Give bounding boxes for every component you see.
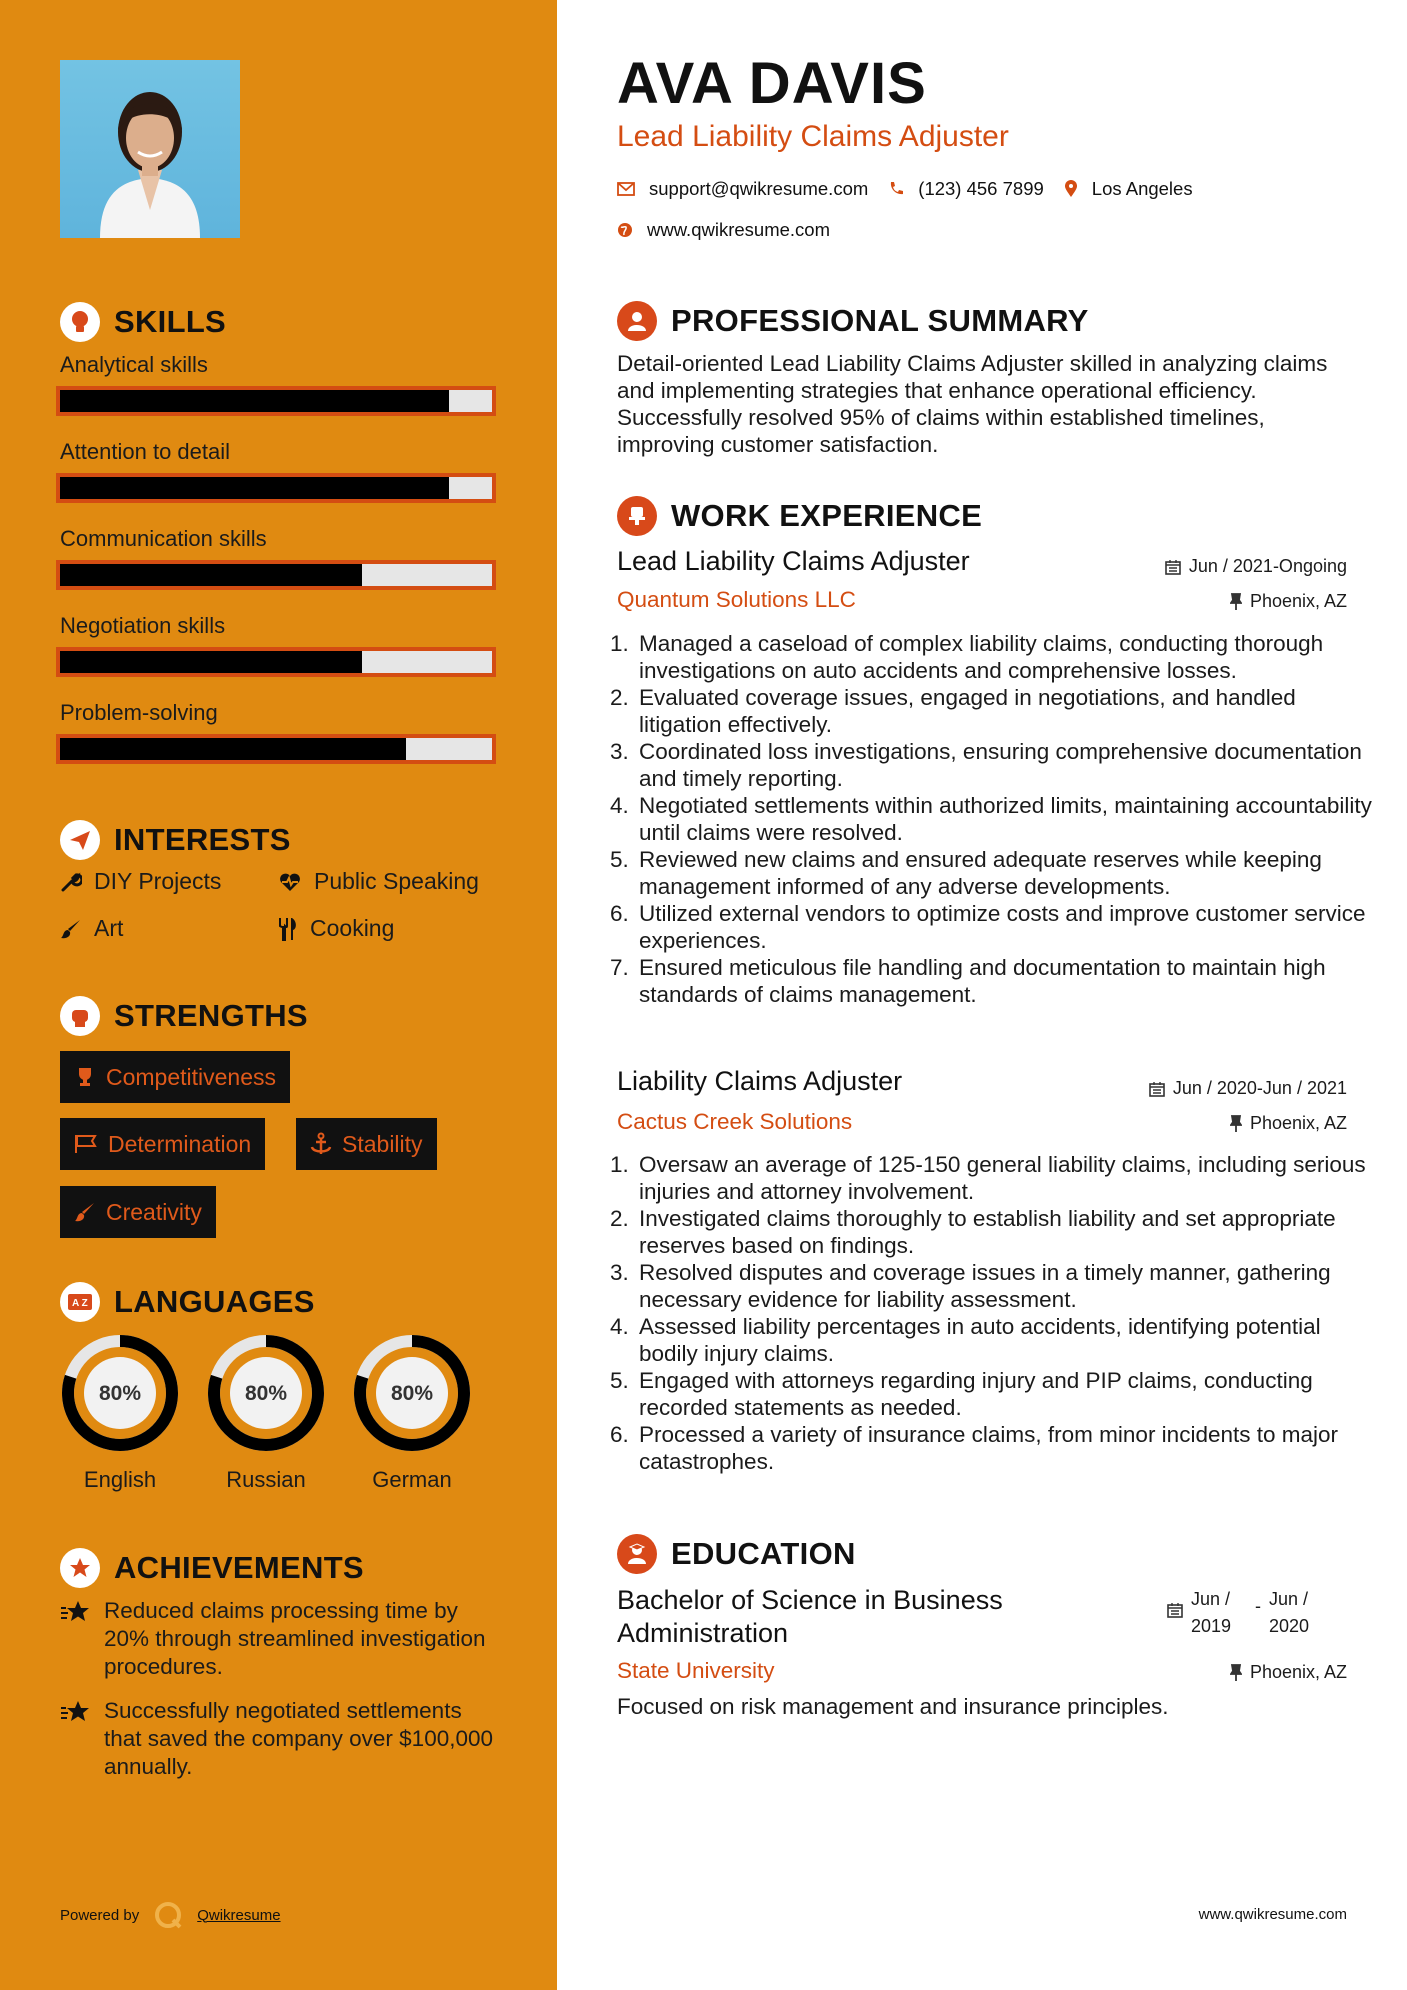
education-description: Focused on risk management and insurance principles.: [617, 1694, 1169, 1719]
interests-title: INTERESTS: [114, 822, 291, 857]
candidate-title: Lead Liability Claims Adjuster: [617, 120, 1009, 153]
skills-heading: [60, 302, 226, 342]
sidebar: [0, 0, 557, 1990]
contact-email[interactable]: support@qwikresume.com: [649, 178, 869, 199]
contact-location: Los Angeles: [1091, 178, 1193, 199]
job-duties: [617, 630, 1380, 1008]
language-label: Russian: [226, 1467, 306, 1492]
skill-bar: [56, 560, 496, 590]
duty-item: 6. Processed a variety of insurance claims, from minor incidents to major catastrophes.: [635, 1421, 1380, 1475]
language-donut: [206, 1333, 326, 1453]
duty-item: 4. Assessed liability percentages in auto accidents, identifying potential bodily injury claims.: [635, 1313, 1380, 1367]
pin-icon: [1230, 1664, 1242, 1682]
interest-item: Cooking: [278, 915, 394, 942]
company-name: Quantum Solutions LLC: [617, 587, 856, 612]
heartbeat-icon: [278, 871, 302, 893]
skill-bar: [56, 734, 496, 764]
phone-icon: [888, 181, 904, 197]
languages-heading: [60, 1282, 315, 1322]
strength-badge: Creativity: [60, 1186, 216, 1238]
interests-heading: [60, 820, 291, 860]
skill-bar-fill: [60, 564, 362, 586]
skill-bar-fill: [60, 390, 449, 412]
duty-item: 1. Managed a caseload of complex liability claims, conducting thorough investigations on auto accidents and comprehensive losses.: [635, 630, 1380, 684]
skill-bar-fill: [60, 651, 362, 673]
pin-icon: [1230, 1115, 1242, 1133]
star-badge-icon: [60, 1548, 100, 1588]
duty-item: 2. Investigated claims thoroughly to establish liability and set appropriate reserves based on findings.: [635, 1205, 1380, 1259]
wrench-icon: [60, 871, 82, 893]
summary-title: PROFESSIONAL SUMMARY: [671, 303, 1089, 338]
strength-badge: Determination: [60, 1118, 265, 1170]
achievements-heading: [60, 1548, 364, 1588]
strength-badge: Competitiveness: [60, 1051, 290, 1103]
job-dates: Jun / 2021-Ongoing: [1165, 556, 1347, 577]
qwikresume-link[interactable]: Qwikresume: [197, 1906, 281, 1924]
main-content: [557, 0, 1407, 1990]
footer-website[interactable]: www.qwikresume.com: [1198, 1906, 1347, 1923]
star-icon: [60, 1699, 92, 1725]
education-heading: [617, 1534, 856, 1574]
calendar-icon: [1149, 1081, 1165, 1097]
brush-icon: [60, 918, 82, 940]
trophy-icon: [74, 1066, 96, 1088]
skill-bar: [56, 386, 496, 416]
calendar-icon: [1167, 1602, 1183, 1618]
donut-percent: 80%: [98, 1382, 142, 1405]
skill-bar: [56, 473, 496, 503]
strengths-title: STRENGTHS: [114, 998, 308, 1033]
graduation-icon: [617, 1534, 657, 1574]
skill-label: Negotiation skills: [60, 613, 226, 638]
pin-icon: [1230, 593, 1242, 611]
interest-item: Art: [60, 915, 123, 942]
globe-icon: [617, 222, 633, 238]
duty-item: 3. Coordinated loss investigations, ensuring comprehensive documentation and timely reporting.: [635, 738, 1380, 792]
user-icon: [617, 301, 657, 341]
skill-label: Communication skills: [60, 526, 267, 551]
duty-item: 6. Utilized external vendors to optimize costs and improve customer service experiences.: [635, 900, 1380, 954]
skill-label: Attention to detail: [60, 439, 231, 464]
skill-bar-fill: [60, 477, 449, 499]
lightbulb-icon: [60, 302, 100, 342]
fist-icon: [60, 996, 100, 1036]
skill-label: Analytical skills: [60, 352, 208, 377]
summary-heading: [617, 301, 1089, 341]
duty-item: 7. Ensured meticulous file handling and documentation to maintain high standards of claims management.: [635, 954, 1380, 1008]
email-icon: [617, 182, 635, 196]
duty-item: 4. Negotiated settlements within authorized limits, maintaining accountability until claims were resolved.: [635, 792, 1380, 846]
skill-bar-fill: [60, 738, 406, 760]
skill-label: Problem-solving: [60, 700, 218, 725]
interest-item: Public Speaking: [278, 868, 479, 895]
degree-title: Bachelor of Science in Business Administration: [617, 1585, 1003, 1648]
donut-percent: 80%: [244, 1382, 288, 1405]
education-title: EDUCATION: [671, 1536, 856, 1571]
job-location: Phoenix, AZ: [1230, 591, 1347, 612]
contact-row: [617, 178, 1193, 200]
briefcase-icon: [617, 496, 657, 536]
interest-item: DIY Projects: [60, 868, 221, 895]
duty-item: 5. Engaged with attorneys regarding injury and PIP claims, conducting recorded statements as needed.: [635, 1367, 1380, 1421]
strengths-heading: [60, 996, 308, 1036]
education-dates: Jun / 2019 - Jun / 2020: [1167, 1586, 1325, 1640]
job-location: Phoenix, AZ: [1230, 1113, 1347, 1134]
anchor-icon: [310, 1132, 332, 1156]
paper-plane-icon: [60, 820, 100, 860]
job-dates: Jun / 2020-Jun / 2021: [1149, 1078, 1347, 1099]
job-title: Liability Claims Adjuster: [617, 1066, 903, 1096]
flag-icon: [74, 1134, 98, 1154]
candidate-name: AVA DAVIS: [617, 51, 927, 116]
experience-heading: [617, 496, 982, 536]
language-donut: [60, 1333, 180, 1453]
duty-item: 3. Resolved disputes and coverage issues in a timely manner, gathering necessary evidence for liability assessment.: [635, 1259, 1380, 1313]
location-pin-icon: [1064, 180, 1078, 198]
donut-percent: 80%: [390, 1382, 434, 1405]
strength-badge: Stability: [296, 1118, 437, 1170]
duty-item: 2. Evaluated coverage issues, engaged in negotiations, and handled litigation effectively.: [635, 684, 1380, 738]
skills-title: SKILLS: [114, 304, 227, 339]
brush-icon: [74, 1201, 96, 1223]
language-label: English: [83, 1467, 157, 1492]
website-row: [617, 219, 830, 241]
duty-item: 5. Reviewed new claims and ensured adequate reserves while keeping management informed of any adverse developments.: [635, 846, 1380, 900]
company-name: Cactus Creek Solutions: [617, 1109, 853, 1134]
contact-website[interactable]: www.qwikresume.com: [647, 219, 830, 240]
summary-text: Detail-oriented Lead Liability Claims Adjuster skilled in analyzing claims and implementing strategies that enhance operational efficiency. Successfully resolved 95% of claims within established timelines, improving customer satisfaction.: [617, 351, 1328, 457]
language-donut: [352, 1333, 472, 1453]
language-label: German: [372, 1467, 452, 1492]
duty-item: 1. Oversaw an average of 125-150 general liability claims, including serious injuries and attorney involvement.: [635, 1151, 1380, 1205]
skill-bar: [56, 647, 496, 677]
powered-by: Powered by Qwikresume: [60, 1900, 281, 1930]
education-location: Phoenix, AZ: [1230, 1662, 1347, 1683]
profile-photo: [60, 60, 240, 238]
calendar-icon: [1165, 559, 1181, 575]
star-icon: [60, 1599, 92, 1625]
school-name: State University: [617, 1658, 775, 1683]
job-duties: [617, 1151, 1380, 1475]
experience-title: WORK EXPERIENCE: [671, 498, 983, 533]
contact-phone: (123) 456 7899: [918, 178, 1044, 199]
achievement-item: Reduced claims processing time by 20% through streamlined investigation procedures.: [60, 1597, 500, 1681]
qwikresume-logo-icon: [153, 1900, 183, 1930]
achievements-title: ACHIEVEMENTS: [114, 1550, 364, 1585]
svg-text:A Z: A Z: [72, 1298, 88, 1309]
achievement-item: Successfully negotiated settlements that saved the company over $100,000 annually.: [60, 1697, 500, 1781]
languages-title: LANGUAGES: [114, 1284, 315, 1319]
cutlery-icon: [278, 917, 298, 941]
language-icon: [60, 1282, 100, 1322]
job-title: Lead Liability Claims Adjuster: [617, 546, 970, 576]
